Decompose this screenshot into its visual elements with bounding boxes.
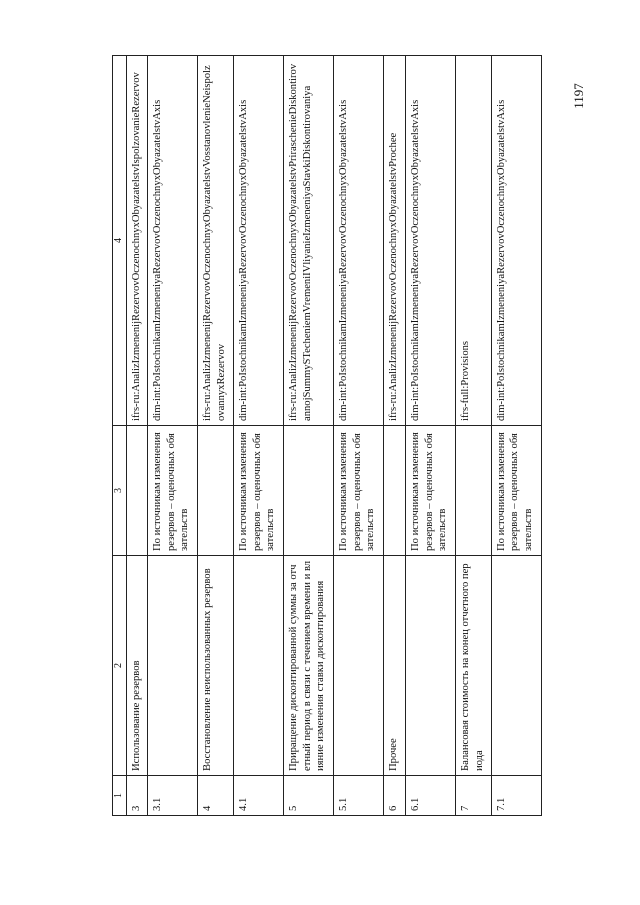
- row-number: 7.1: [491, 776, 541, 816]
- row-axis: По источникам изменения резервов – оценочных обязательств: [491, 426, 541, 556]
- row-axis: [198, 426, 234, 556]
- table-row: [148, 56, 198, 816]
- row-name: Использование резервов: [126, 556, 148, 776]
- table-row: [491, 56, 541, 816]
- table-row: [405, 56, 455, 816]
- column-header-3: 3: [113, 426, 127, 556]
- row-number: 7: [456, 776, 492, 816]
- row-element: dim-int:PoIstochnikamIzmeneniyaRezervovOczenochnyxObyazatelstvAxis: [234, 56, 284, 426]
- data-table: [112, 55, 542, 816]
- row-element: ifrs-ru:AnalizIzmenenijRezervovOczenochnyxObyazatelstvVosstanovlenieNeispolzovannyxRezervov: [198, 56, 234, 426]
- row-name: Балансовая стоимость на конец отчетного периода: [456, 556, 492, 776]
- column-header-2: 2: [113, 556, 127, 776]
- row-axis: [126, 426, 148, 556]
- table-row: [198, 56, 234, 816]
- row-name: [491, 556, 541, 776]
- row-name: [334, 556, 384, 776]
- table-row: [284, 56, 334, 816]
- row-axis: По источникам изменения резервов – оценочных обязательств: [334, 426, 384, 556]
- column-header-1: 1: [113, 776, 127, 816]
- table-row: [334, 56, 384, 816]
- row-axis: По источникам изменения резервов – оценочных обязательств: [405, 426, 455, 556]
- table-header-row: [113, 56, 127, 816]
- row-number: 5.1: [334, 776, 384, 816]
- row-element: dim-int:PoIstochnikamIzmeneniyaRezervovOczenochnyxObyazatelstvAxis: [148, 56, 198, 426]
- page-number: 1197: [570, 83, 586, 109]
- row-axis: По источникам изменения резервов – оценочных обязательств: [234, 426, 284, 556]
- row-number: 4: [198, 776, 234, 816]
- table-row: [384, 56, 406, 816]
- row-element: dim-int:PoIstochnikamIzmeneniyaRezervovOczenochnyxObyazatelstvAxis: [491, 56, 541, 426]
- row-number: 3: [126, 776, 148, 816]
- row-number: 6: [384, 776, 406, 816]
- table-row: [234, 56, 284, 816]
- table-row: [126, 56, 148, 816]
- row-axis: [456, 426, 492, 556]
- row-number: 4.1: [234, 776, 284, 816]
- column-header-4: 4: [113, 56, 127, 426]
- row-element: ifrs-ru:AnalizIzmenenijRezervovOczenochnyxObyazatelstvIspolzovanieRezervov: [126, 56, 148, 426]
- row-element: ifrs-full:Provisions: [456, 56, 492, 426]
- row-axis: [384, 426, 406, 556]
- row-element: ifrs-ru:AnalizIzmenenijRezervovOczenochnyxObyazatelstvProchee: [384, 56, 406, 426]
- row-axis: [284, 426, 334, 556]
- row-name: [405, 556, 455, 776]
- row-name: Восстановление неиспользованных резервов: [198, 556, 234, 776]
- row-number: 3.1: [148, 776, 198, 816]
- row-number: 6.1: [405, 776, 455, 816]
- row-element: ifrs-ru:AnalizIzmenenijRezervovOczenochnyxObyazatelstvPriraschenieDiskontirovannojSummySTecheniemVremeniIVliyanieIzmeneniyaStavkiDiskontirovaniya: [284, 56, 334, 426]
- row-number: 5: [284, 776, 334, 816]
- row-name: [234, 556, 284, 776]
- row-element: dim-int:PoIstochnikamIzmeneniyaRezervovOczenochnyxObyazatelstvAxis: [405, 56, 455, 426]
- row-name: Прочее: [384, 556, 406, 776]
- row-element: dim-int:PoIstochnikamIzmeneniyaRezervovOczenochnyxObyazatelstvAxis: [334, 56, 384, 426]
- table-row: [456, 56, 492, 816]
- row-name: Приращение дисконтированной суммы за отчетный период в связи с течением времени и влияние изменения ставки дисконтирования: [284, 556, 334, 776]
- row-axis: По источникам изменения резервов – оценочных обязательств: [148, 426, 198, 556]
- table-container: [112, 56, 542, 816]
- row-name: [148, 556, 198, 776]
